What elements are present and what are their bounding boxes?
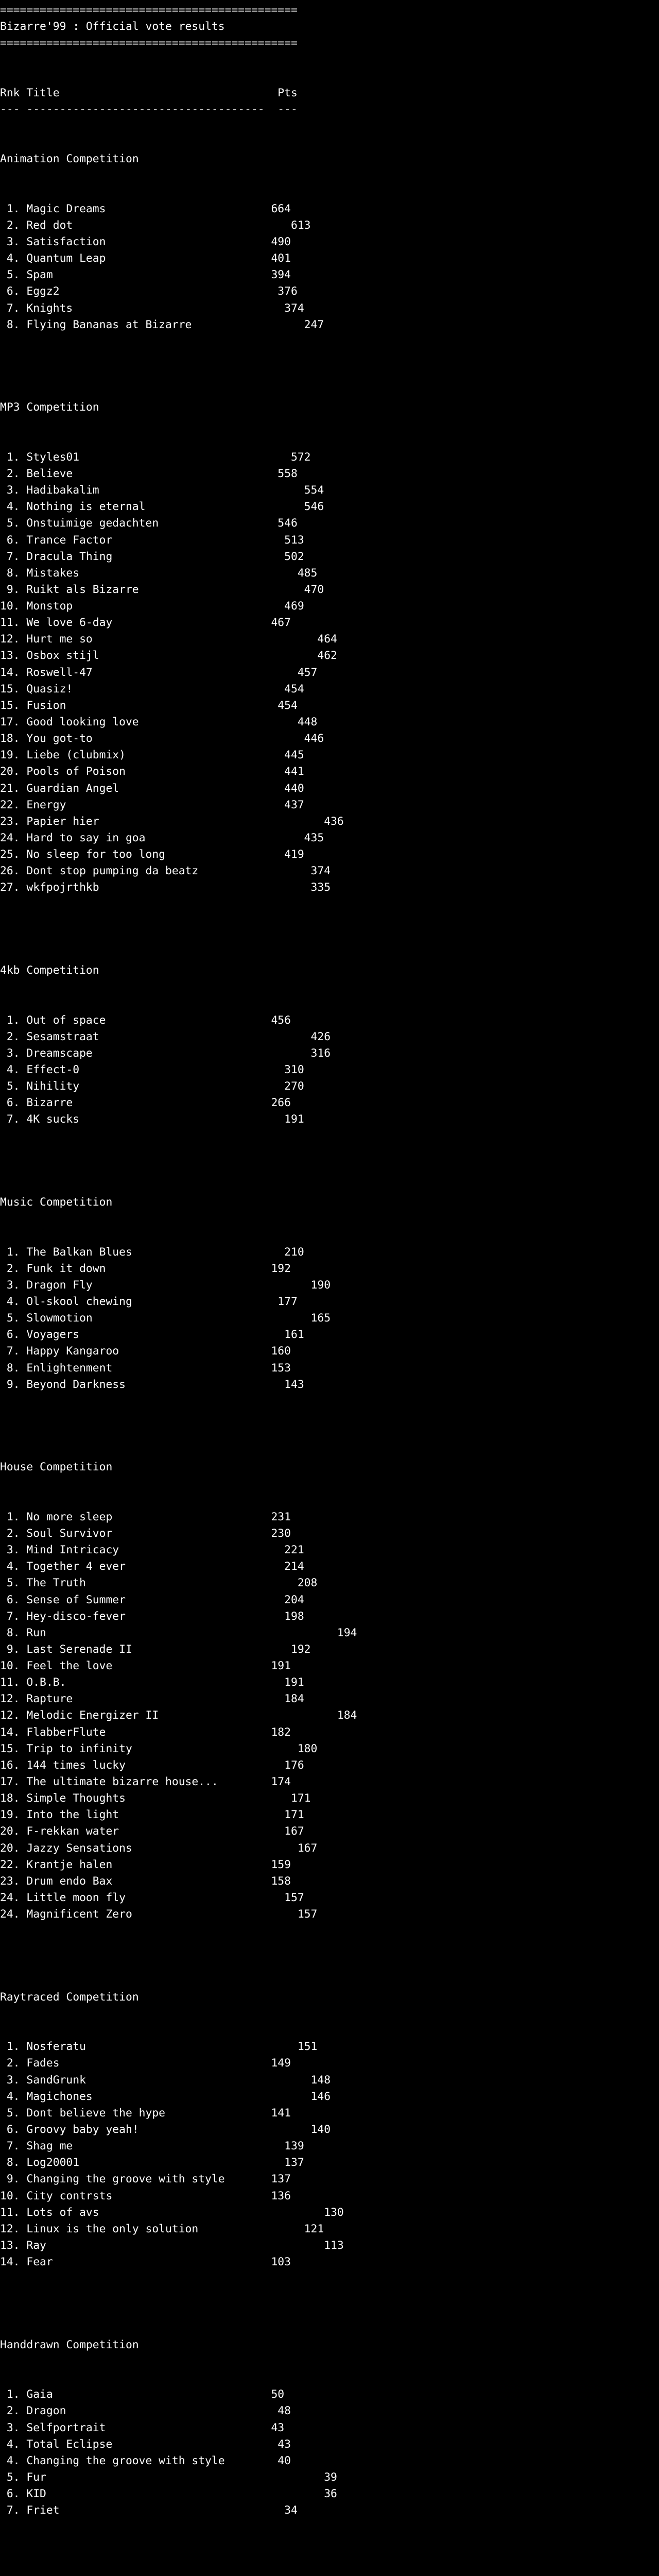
text-line: 11. O.B.B. 191 xyxy=(0,1676,304,1689)
text-line: 2. Fades 149 xyxy=(0,2057,291,2070)
text-line xyxy=(0,2006,659,2022)
text-line: 22. Energy 437 xyxy=(0,798,304,811)
text-line: 4. Changing the groove with style 40 xyxy=(0,2454,291,2467)
text-line: ============================================= xyxy=(0,4,298,16)
text-line: 4. Quantum Leap 401 xyxy=(0,252,291,265)
text-line: Rnk Title Pts xyxy=(0,86,298,99)
text-line xyxy=(0,2270,659,2287)
text-line: Raytraced Competition xyxy=(0,1990,139,2004)
text-line: House Competition xyxy=(0,1461,113,1474)
text-line xyxy=(0,913,659,929)
text-line: 2. Dragon 48 xyxy=(0,2404,291,2418)
text-line: 9. Last Serenade II 192 xyxy=(0,1642,311,1656)
text-line: 5. Fur 39 xyxy=(0,2470,337,2484)
text-line: 2. Red dot 613 xyxy=(0,218,311,232)
text-line: 2. Believe 558 xyxy=(0,467,298,480)
text-line xyxy=(0,2304,659,2320)
text-line: 7. 4K sucks 191 xyxy=(0,1113,304,1126)
text-line: 1. Styles01 572 xyxy=(0,450,311,464)
text-line: 20. F-rekkan water 167 xyxy=(0,1825,304,1838)
text-line: 6. Sense of Summer 204 xyxy=(0,1593,304,1606)
text-line: 3. Selfportrait 43 xyxy=(0,2421,285,2434)
text-line xyxy=(0,1145,659,1161)
text-line: MP3 Competition xyxy=(0,401,99,414)
text-line xyxy=(0,1956,659,1973)
text-line: 19. Into the light 171 xyxy=(0,1808,304,1822)
text-line xyxy=(0,1426,659,1443)
text-line xyxy=(0,1211,659,1227)
text-line xyxy=(0,1227,659,1244)
text-line: 12. Melodic Energizer II 184 xyxy=(0,1709,357,1722)
text-line: 1. No more sleep 231 xyxy=(0,1510,291,1523)
text-line: ============================================= xyxy=(0,37,298,50)
text-line xyxy=(0,1161,659,1178)
text-line: 4. Magichones 146 xyxy=(0,2090,331,2103)
text-line xyxy=(0,1923,659,1939)
text-line: 8. Log20001 137 xyxy=(0,2156,304,2170)
text-line xyxy=(0,1393,659,1410)
text-line: 8. Enlightenment 153 xyxy=(0,1361,291,1375)
text-line: 5. Onstuimige gedachten 546 xyxy=(0,517,298,530)
text-line: 26. Dont stop pumping da beatz 374 xyxy=(0,865,331,878)
text-line: 23. Drum endo Bax 158 xyxy=(0,1874,291,1888)
text-line: 9. Changing the groove with style 137 xyxy=(0,2173,291,2186)
text-line xyxy=(0,383,659,399)
text-line xyxy=(0,2519,659,2535)
text-line: 4. Together 4 ever 214 xyxy=(0,1560,304,1573)
text-line xyxy=(0,2370,659,2386)
text-line: 24. Little moon fly 157 xyxy=(0,1891,304,1905)
text-line: 4kb Competition xyxy=(0,964,99,977)
text-line xyxy=(0,979,659,995)
text-line: Music Competition xyxy=(0,1196,113,1209)
text-line: Bizarre'99 : Official vote results xyxy=(0,20,225,33)
text-line: 7. Friet 34 xyxy=(0,2504,298,2517)
text-line: Animation Competition xyxy=(0,152,139,166)
text-line: 1. Gaia 50 xyxy=(0,2388,285,2401)
text-line: 2. Funk it down 192 xyxy=(0,1262,291,1275)
text-line: 7. Dracula Thing 502 xyxy=(0,550,304,563)
text-line: 1. Nosferatu 151 xyxy=(0,2040,318,2054)
text-line xyxy=(0,184,659,201)
text-line xyxy=(0,2287,659,2303)
text-line: 11. Lots of avs 130 xyxy=(0,2206,344,2219)
text-line: 6. Bizarre 266 xyxy=(0,1096,291,1110)
text-line: 22. Krantje halen 159 xyxy=(0,1858,291,1871)
text-line: 18. You got-to 446 xyxy=(0,732,324,745)
text-line: 9. Ruikt als Bizarre 470 xyxy=(0,583,324,596)
text-line xyxy=(0,433,659,449)
text-line: 14. Roswell-47 457 xyxy=(0,666,318,679)
text-line xyxy=(0,69,659,85)
text-line xyxy=(0,1493,659,1509)
text-line: 3. Satisfaction 490 xyxy=(0,235,291,248)
text-line: 8. Mistakes 485 xyxy=(0,566,318,580)
text-line xyxy=(0,1939,659,1956)
text-line xyxy=(0,167,659,184)
text-line: 5. Dont believe the hype 141 xyxy=(0,2106,291,2120)
text-line: 9. Beyond Darkness 143 xyxy=(0,1378,304,1391)
text-line xyxy=(0,2552,659,2569)
text-line: 8. Run 194 xyxy=(0,1626,357,1639)
text-line: 5. The Truth 208 xyxy=(0,1577,318,1590)
text-line xyxy=(0,2022,659,2039)
text-line xyxy=(0,1476,659,1493)
text-line: 25. No sleep for too long 419 xyxy=(0,848,304,861)
text-line: 4. Total Eclipse 43 xyxy=(0,2437,291,2451)
text-line: 10. City contrsts 136 xyxy=(0,2189,291,2202)
text-line: 4. Ol-skool chewing 177 xyxy=(0,1295,298,1308)
text-line: 10. Feel the love 191 xyxy=(0,1659,291,1673)
text-line xyxy=(0,1443,659,1459)
text-line: 17. Good looking love 448 xyxy=(0,716,318,729)
text-line: 5. Spam 394 xyxy=(0,268,291,282)
text-line: 6. Voyagers 161 xyxy=(0,1328,304,1342)
text-line: 3. Mind Intricacy 221 xyxy=(0,1544,304,1557)
text-line: 7. Shag me 139 xyxy=(0,2140,304,2153)
text-line xyxy=(0,134,659,151)
text-line: 12. Linux is the only solution 121 xyxy=(0,2222,324,2235)
text-line: 19. Liebe (clubmix) 445 xyxy=(0,749,304,762)
text-line xyxy=(0,2569,659,2576)
text-line xyxy=(0,1128,659,1145)
text-line: 14. FlabberFlute 182 xyxy=(0,1725,291,1739)
text-line: 3. Dreamscape 316 xyxy=(0,1046,331,1060)
text-line xyxy=(0,946,659,962)
text-line: 11. We love 6-day 467 xyxy=(0,616,291,630)
text-line xyxy=(0,2320,659,2337)
text-line: 6. Eggz2 376 xyxy=(0,285,298,298)
text-line: 6. Groovy baby yeah! 140 xyxy=(0,2123,331,2136)
text-line: 1. Magic Dreams 664 xyxy=(0,202,291,215)
text-line: 1. The Balkan Blues 210 xyxy=(0,1245,304,1259)
text-line: 13. Ray 113 xyxy=(0,2239,344,2252)
text-line: 16. 144 times lucky 176 xyxy=(0,1758,304,1772)
text-line: 27. wkfpojrthkb 335 xyxy=(0,881,331,894)
text-line: 1. Out of space 456 xyxy=(0,1013,291,1027)
text-line: 17. The ultimate bizarre house... 174 xyxy=(0,1775,291,1789)
text-line: 3. Dragon Fly 190 xyxy=(0,1278,331,1292)
text-line: 24. Magnificent Zero 157 xyxy=(0,1908,318,1921)
text-line: 3. SandGrunk 148 xyxy=(0,2073,331,2087)
text-line: 6. KID 36 xyxy=(0,2487,337,2501)
text-line xyxy=(0,1410,659,1426)
text-line xyxy=(0,333,659,350)
text-line: 15. Trip to infinity 180 xyxy=(0,1742,318,1755)
text-line xyxy=(0,1178,659,1194)
text-line: 6. Trance Factor 513 xyxy=(0,533,304,547)
text-line xyxy=(0,1973,659,1989)
text-line: 5. Nihility 270 xyxy=(0,1080,304,1093)
text-line: 2. Soul Survivor 230 xyxy=(0,1527,291,1540)
text-line: --- ------------------------------------ --- xyxy=(0,103,298,116)
text-line: 20. Jazzy Sensations 167 xyxy=(0,1841,318,1855)
text-line: 5. Slowmotion 165 xyxy=(0,1312,331,1325)
text-line xyxy=(0,118,659,134)
text-line: 3. Hadibakalim 554 xyxy=(0,484,324,497)
text-line xyxy=(0,350,659,366)
text-line: 20. Pools of Poison 441 xyxy=(0,765,304,778)
text-line: 24. Hard to say in goa 435 xyxy=(0,832,324,845)
text-line xyxy=(0,929,659,946)
text-line: 23. Papier hier 436 xyxy=(0,815,344,828)
text-line: 7. Knights 374 xyxy=(0,301,304,315)
text-line: 12. Hurt me so 464 xyxy=(0,633,337,646)
text-line: 15. Quasiz! 454 xyxy=(0,682,304,696)
text-line xyxy=(0,2353,659,2370)
text-line: 8. Flying Bananas at Bizarre 247 xyxy=(0,318,324,331)
text-line xyxy=(0,896,659,913)
text-line: 7. Hey-disco-fever 198 xyxy=(0,1609,304,1623)
text-line: 13. Osbox stijl 462 xyxy=(0,649,337,663)
text-line xyxy=(0,995,659,1012)
text-line: 15. Fusion 454 xyxy=(0,699,298,712)
text-line: 4. Effect-0 310 xyxy=(0,1063,304,1076)
text-line: 2. Sesamstraat 426 xyxy=(0,1030,331,1043)
text-line xyxy=(0,52,659,68)
text-line: 10. Monstop 469 xyxy=(0,600,304,613)
text-line: 14. Fear 103 xyxy=(0,2256,291,2269)
text-line: 4. Nothing is eternal 546 xyxy=(0,500,324,514)
text-line xyxy=(0,366,659,383)
text-line xyxy=(0,2536,659,2552)
text-line: 18. Simple Thoughts 171 xyxy=(0,1792,311,1805)
text-line: 7. Happy Kangaroo 160 xyxy=(0,1345,291,1358)
text-line: 21. Guardian Angel 440 xyxy=(0,782,304,795)
text-line: Handdrawn Competition xyxy=(0,2338,139,2351)
text-line xyxy=(0,416,659,433)
text-line: 12. Rapture 184 xyxy=(0,1692,304,1706)
